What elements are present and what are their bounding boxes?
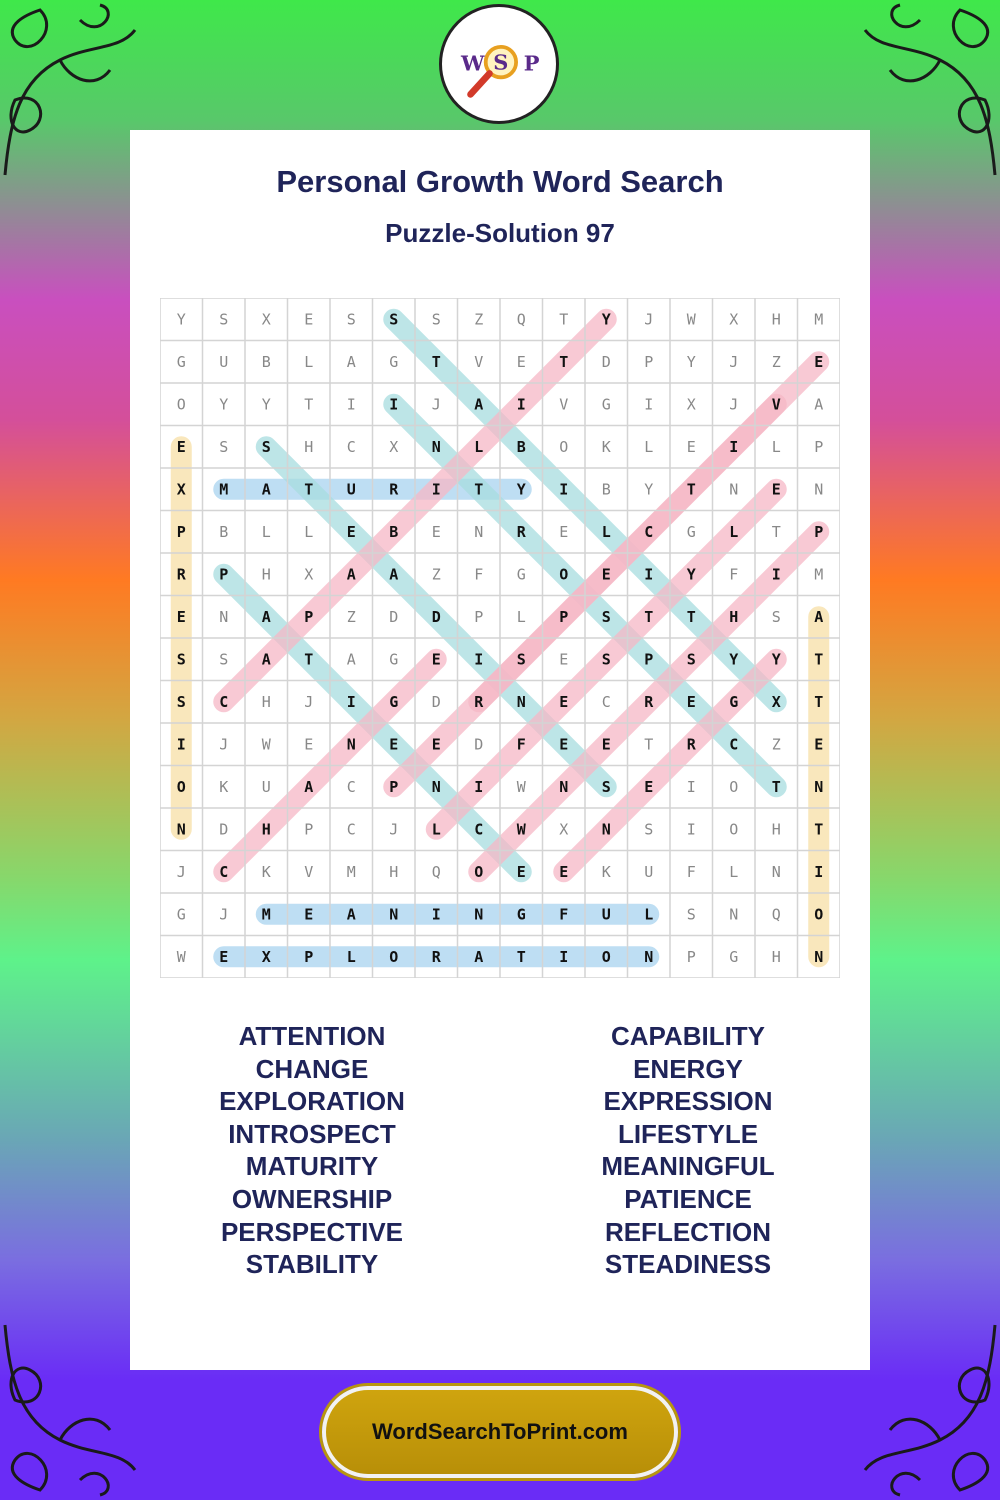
grid-cell-letter[interactable]: E (431, 735, 441, 754)
grid-cell-letter[interactable]: J (644, 310, 654, 329)
grid-cell-letter[interactable]: N (814, 480, 824, 499)
corner-ornament-top-left (0, 0, 140, 180)
grid-cell-letter[interactable]: N (559, 777, 569, 796)
grid-cell-letter[interactable]: D (389, 607, 399, 626)
grid-cell-letter[interactable]: Y (176, 310, 186, 329)
grid-cell-letter[interactable]: Y (771, 650, 781, 669)
grid-cell-letter[interactable]: P (474, 607, 484, 626)
grid-cell-letter[interactable]: N (601, 820, 611, 839)
grid-cell-letter[interactable]: Q (431, 862, 441, 881)
grid-cell-letter[interactable]: T (516, 947, 526, 966)
logo-letter-s: S (493, 49, 509, 75)
grid-cell-letter[interactable]: Z (346, 607, 356, 626)
grid-cell-letter[interactable]: G (601, 395, 611, 414)
grid-cell-letter[interactable]: X (304, 565, 314, 584)
grid-cell-letter[interactable]: S (346, 310, 356, 329)
grid-cell-letter[interactable]: N (729, 905, 739, 924)
grid-cell-letter[interactable]: R (686, 735, 696, 754)
word-list-item: CAPABILITY (610, 1021, 766, 1051)
grid-cell-letter[interactable]: W (261, 735, 271, 754)
grid-cell-letter[interactable]: I (559, 480, 569, 499)
grid-cell-letter[interactable]: P (304, 947, 314, 966)
grid-cell-letter[interactable]: C (644, 522, 654, 541)
grid-cell-letter[interactable]: F (686, 862, 696, 881)
grid-cell-letter[interactable]: E (389, 735, 399, 754)
grid-cell-letter[interactable]: F (516, 735, 526, 754)
grid-cell-letter[interactable]: G (389, 650, 399, 669)
grid-cell-letter[interactable]: P (644, 650, 654, 669)
grid-cell-letter[interactable]: N (729, 480, 739, 499)
grid-cell-letter[interactable]: P (389, 777, 399, 796)
grid-cell-letter[interactable]: P (176, 522, 186, 541)
grid-cell-letter[interactable]: E (431, 522, 441, 541)
grid-cell-letter[interactable]: J (729, 395, 739, 414)
grid-cell-letter[interactable]: N (431, 777, 441, 796)
grid-cell-letter[interactable]: A (346, 352, 356, 371)
grid-cell-letter[interactable]: K (219, 777, 229, 796)
grid-cell-letter[interactable]: S (219, 650, 229, 669)
grid-cell-letter[interactable]: A (261, 480, 271, 499)
grid-cell-letter[interactable]: X (771, 692, 781, 711)
grid-cell-letter[interactable]: T (644, 735, 654, 754)
grid-cell-letter[interactable]: E (686, 437, 696, 456)
grid-cell-letter[interactable]: H (771, 947, 781, 966)
grid-cell-letter[interactable]: X (261, 947, 271, 966)
grid-cell-letter[interactable]: E (559, 692, 569, 711)
grid-cell-letter[interactable]: T (771, 777, 781, 796)
grid-cell-letter[interactable]: G (389, 352, 399, 371)
grid-cell-letter[interactable]: C (601, 692, 611, 711)
grid-cell-letter[interactable]: S (601, 607, 611, 626)
word-list-item: LIFESTYLE (617, 1118, 759, 1149)
grid-cell-letter[interactable]: P (814, 437, 824, 456)
grid-cell-letter[interactable]: Z (771, 352, 781, 371)
grid-cell-letter[interactable]: V (559, 395, 569, 414)
grid-cell-letter[interactable]: N (644, 947, 654, 966)
grid-cell-letter[interactable]: I (516, 395, 526, 414)
grid-cell-letter[interactable]: F (729, 565, 739, 584)
grid-cell-letter[interactable]: G (516, 565, 526, 584)
grid-cell-letter[interactable]: O (474, 862, 484, 881)
grid-cell-letter[interactable]: I (814, 862, 824, 881)
grid-cell-letter[interactable]: L (474, 437, 484, 456)
grid-cell-letter[interactable]: G (729, 947, 739, 966)
word-list-item: ATTENTION (238, 1021, 386, 1051)
grid-cell-letter[interactable]: E (814, 352, 824, 371)
grid-cell-letter[interactable]: E (601, 735, 611, 754)
grid-cell-letter[interactable]: Y (686, 352, 696, 371)
grid-cell-letter[interactable]: N (516, 692, 526, 711)
grid-cell-letter[interactable]: D (219, 820, 229, 839)
grid-cell-letter[interactable]: A (474, 395, 484, 414)
grid-cell-letter[interactable]: R (644, 692, 654, 711)
grid-cell-letter[interactable]: A (346, 905, 356, 924)
grid-cell-letter[interactable]: T (644, 607, 654, 626)
grid-cell-letter[interactable]: L (601, 522, 611, 541)
grid-cell-letter[interactable]: S (389, 310, 399, 329)
grid-cell-letter[interactable]: H (729, 607, 739, 626)
word-list-item: EXPRESSION (603, 1086, 773, 1117)
grid-cell-letter[interactable]: A (814, 607, 824, 626)
grid-cell-letter[interactable]: S (516, 650, 526, 669)
grid-cell-letter[interactable]: S (686, 650, 696, 669)
corner-ornament-bottom-right (860, 1320, 1000, 1500)
grid-cell-letter[interactable]: T (771, 522, 781, 541)
grid-cell-letter[interactable]: T (559, 310, 569, 329)
grid-cell-letter[interactable]: W (516, 777, 526, 796)
grid-cell-letter[interactable]: J (219, 735, 229, 754)
grid-cell-letter[interactable]: P (559, 607, 569, 626)
grid-cell-letter[interactable]: U (601, 905, 611, 924)
grid-cell-letter[interactable]: N (474, 905, 484, 924)
grid-cell-letter[interactable]: A (389, 565, 399, 584)
logo-letter-p: P (523, 50, 540, 76)
grid-cell-letter[interactable]: E (771, 480, 781, 499)
site-link-button[interactable]: WordSearchToPrint.com (322, 1386, 678, 1478)
grid-cell-letter[interactable]: S (601, 650, 611, 669)
grid-cell-letter[interactable]: F (559, 905, 569, 924)
grid-cell-letter[interactable]: B (601, 480, 611, 499)
grid-cell-letter[interactable]: N (346, 735, 356, 754)
grid-cell-letter[interactable]: H (304, 437, 314, 456)
grid-cell-letter[interactable]: X (729, 310, 739, 329)
grid-cell-letter[interactable]: U (219, 352, 229, 371)
grid-cell-letter[interactable]: Y (644, 480, 654, 499)
grid-cell-letter[interactable]: O (601, 947, 611, 966)
page-title: Personal Growth Word Search (276, 164, 724, 199)
grid-cell-letter[interactable]: O (559, 437, 569, 456)
word-list-item: CHANGE (255, 1053, 369, 1084)
word-list-item: INTROSPECT (228, 1118, 396, 1149)
grid-cell-letter[interactable]: Y (516, 480, 526, 499)
grid-cell-letter[interactable]: L (644, 905, 654, 924)
grid-cell-letter[interactable]: I (431, 905, 441, 924)
grid-cell-letter[interactable]: C (474, 820, 484, 839)
grid-cell-letter[interactable]: T (686, 607, 696, 626)
grid-cell-letter[interactable]: X (389, 437, 399, 456)
grid-cell-letter[interactable]: K (601, 437, 611, 456)
grid-cell-letter[interactable]: V (474, 352, 484, 371)
grid-cell-letter[interactable]: G (176, 352, 186, 371)
grid-cell-letter[interactable]: G (686, 522, 696, 541)
word-list-item: ENERGY (633, 1053, 743, 1084)
grid-cell-letter[interactable]: K (261, 862, 271, 881)
word-list-right (538, 1020, 838, 1281)
grid-cell-letter[interactable]: I (771, 565, 781, 584)
grid-cell-letter[interactable]: C (729, 735, 739, 754)
grid-cell-letter[interactable]: X (686, 395, 696, 414)
grid-cell-letter[interactable]: E (559, 650, 569, 669)
grid-cell-letter[interactable]: E (219, 947, 229, 966)
grid-cell-letter[interactable]: C (219, 692, 229, 711)
grid-cell-letter[interactable]: R (389, 480, 399, 499)
grid-cell-letter[interactable]: S (686, 905, 696, 924)
grid-cell-letter[interactable]: L (771, 437, 781, 456)
grid-cell-letter[interactable]: O (729, 777, 739, 796)
grid-cell-letter[interactable]: D (431, 692, 441, 711)
grid-cell-letter[interactable]: K (601, 862, 611, 881)
grid-cell-letter[interactable]: A (261, 607, 271, 626)
grid-cell-letter[interactable]: E (559, 862, 569, 881)
grid-cell-letter[interactable]: C (219, 862, 229, 881)
wsp-logo[interactable] (439, 4, 559, 124)
grid-cell-letter[interactable]: E (559, 735, 569, 754)
grid-cell-letter[interactable]: B (389, 522, 399, 541)
grid-cell-letter[interactable]: D (431, 607, 441, 626)
grid-cell-letter[interactable]: A (346, 565, 356, 584)
grid-cell-letter[interactable]: X (559, 820, 569, 839)
grid-cell-letter[interactable]: L (431, 820, 441, 839)
grid-cell-letter[interactable]: G (389, 692, 399, 711)
grid-cell-letter[interactable]: Z (431, 565, 441, 584)
grid-cell-letter[interactable]: I (644, 395, 654, 414)
grid-cell-letter[interactable]: W (516, 820, 526, 839)
grid-cell-letter[interactable]: I (559, 947, 569, 966)
grid-cell-letter[interactable]: O (176, 395, 186, 414)
grid-cell-letter[interactable]: I (176, 735, 186, 754)
grid-cell-letter[interactable]: T (686, 480, 696, 499)
grid-cell-letter[interactable]: Z (771, 735, 781, 754)
grid-cell-letter[interactable]: B (261, 352, 271, 371)
word-list-item: MATURITY (245, 1151, 379, 1182)
grid-cell-letter[interactable]: T (814, 820, 824, 839)
grid-cell-letter[interactable]: S (431, 310, 441, 329)
grid-cell-letter[interactable]: E (601, 565, 611, 584)
grid-cell-letter[interactable]: B (219, 522, 229, 541)
grid-cell-letter[interactable]: C (346, 437, 356, 456)
grid-cell-letter[interactable]: Y (261, 395, 271, 414)
grid-cell-letter[interactable]: H (771, 820, 781, 839)
grid-cell-letter[interactable]: H (771, 310, 781, 329)
grid-cell-letter[interactable]: Q (516, 310, 526, 329)
word-list-item: OWNERSHIP (231, 1183, 393, 1214)
grid-cell-letter[interactable]: R (516, 522, 526, 541)
grid-cell-letter[interactable]: L (644, 437, 654, 456)
grid-cell-letter[interactable]: T (304, 480, 314, 499)
grid-cell-letter[interactable]: V (771, 395, 781, 414)
grid-cell-letter[interactable]: E (814, 735, 824, 754)
grid-cell-letter[interactable]: N (474, 522, 484, 541)
grid-cell-letter[interactable]: I (389, 395, 399, 414)
grid-cell-letter[interactable]: V (304, 862, 314, 881)
grid-cell-letter[interactable]: T (814, 650, 824, 669)
grid-cell-letter[interactable]: I (474, 650, 484, 669)
grid-cell-letter[interactable]: P (304, 607, 314, 626)
grid-cell-letter[interactable]: T (474, 480, 484, 499)
grid-cell-letter[interactable]: X (176, 480, 186, 499)
grid-cell-letter[interactable]: N (389, 905, 399, 924)
grid-cell-letter[interactable]: E (516, 862, 526, 881)
grid-cell-letter[interactable]: N (176, 820, 186, 839)
grid-cell-letter[interactable]: N (814, 777, 824, 796)
grid-cell-letter[interactable]: E (559, 522, 569, 541)
grid-cell-letter[interactable]: I (474, 777, 484, 796)
grid-cell-letter[interactable]: S (771, 607, 781, 626)
grid-cell-letter[interactable]: H (261, 565, 271, 584)
grid-cell-letter[interactable]: G (729, 692, 739, 711)
grid-cell-letter[interactable]: T (814, 692, 824, 711)
grid-cell-letter[interactable]: E (686, 692, 696, 711)
grid-cell-letter[interactable]: X (261, 310, 271, 329)
grid-cell-letter[interactable]: C (346, 777, 356, 796)
grid-cell-letter[interactable]: N (771, 862, 781, 881)
grid-cell-letter[interactable]: U (644, 862, 654, 881)
grid-cell-letter[interactable]: L (516, 607, 526, 626)
grid-cell-letter[interactable]: L (304, 522, 314, 541)
grid-cell-letter[interactable]: W (686, 310, 696, 329)
grid-cell-letter[interactable]: T (559, 352, 569, 371)
grid-cell-letter[interactable]: S (219, 310, 229, 329)
grid-cell-letter[interactable]: B (516, 437, 526, 456)
grid-cell-letter[interactable]: J (431, 395, 441, 414)
word-list-item: EXPLORATION (219, 1086, 405, 1117)
grid-cell-letter[interactable]: J (389, 820, 399, 839)
word-list-item: REFLECTION (604, 1216, 772, 1247)
grid-cell-letter[interactable]: T (431, 352, 441, 371)
grid-cell-letter[interactable]: A (474, 947, 484, 966)
grid-cell-letter[interactable]: P (686, 947, 696, 966)
grid-cell-letter[interactable]: N (814, 947, 824, 966)
word-list-item: MEANINGFUL (601, 1151, 775, 1182)
grid-cell-letter[interactable]: G (516, 905, 526, 924)
grid-cell-letter[interactable]: C (346, 820, 356, 839)
grid-cell-letter[interactable]: I (686, 820, 696, 839)
grid-cell-letter[interactable]: O (389, 947, 399, 966)
grid-cell-letter[interactable]: P (644, 352, 654, 371)
grid-cell-letter[interactable]: E (346, 522, 356, 541)
grid-cell-letter[interactable]: S (601, 777, 611, 796)
grid-cell-letter[interactable]: F (474, 565, 484, 584)
grid-cell-letter[interactable]: M (219, 480, 229, 499)
grid-cell-letter[interactable]: H (261, 692, 271, 711)
grid-cell-letter[interactable]: O (814, 905, 824, 924)
grid-cell-letter[interactable]: Y (686, 565, 696, 584)
grid-cell-letter[interactable]: H (261, 820, 271, 839)
grid-cell-letter[interactable]: U (261, 777, 271, 796)
grid-cell-letter[interactable]: P (304, 820, 314, 839)
grid-cell-letter[interactable]: D (601, 352, 611, 371)
grid-cell-letter[interactable]: J (304, 692, 314, 711)
grid-cell-letter[interactable]: R (176, 565, 186, 584)
grid-cell-letter[interactable]: N (219, 607, 229, 626)
grid-cell-letter[interactable]: I (729, 437, 739, 456)
grid-cell-letter[interactable]: S (219, 437, 229, 456)
grid-cell-letter[interactable]: M (814, 565, 824, 584)
grid-cell-letter[interactable]: W (176, 947, 186, 966)
grid-cell-letter[interactable]: J (219, 905, 229, 924)
grid-cell-letter[interactable]: Z (474, 310, 484, 329)
grid-cell-letter[interactable]: E (176, 437, 186, 456)
grid-cell-letter[interactable]: O (559, 565, 569, 584)
grid-cell-letter[interactable]: N (431, 437, 441, 456)
grid-cell-letter[interactable]: A (814, 395, 824, 414)
grid-cell-letter[interactable]: M (261, 905, 271, 924)
word-list-item: STEADINESS (604, 1249, 772, 1280)
word-list-item: STABILITY (245, 1249, 379, 1280)
logo-letter-w: W (461, 50, 485, 76)
grid-cell-letter[interactable]: I (346, 395, 356, 414)
grid-cell-letter[interactable]: M (814, 310, 824, 329)
grid-cell-letter[interactable]: P (814, 522, 824, 541)
grid-cell-letter[interactable]: P (219, 565, 229, 584)
grid-cell-letter[interactable]: U (346, 480, 356, 499)
grid-cell-letter[interactable]: A (261, 650, 271, 669)
grid-cell-letter[interactable]: I (431, 480, 441, 499)
grid-cell-letter[interactable]: E (431, 650, 441, 669)
grid-cell-letter[interactable]: A (346, 650, 356, 669)
grid-cell-letter[interactable]: E (176, 607, 186, 626)
grid-cell-letter[interactable]: J (729, 352, 739, 371)
grid-cell-letter[interactable]: E (516, 352, 526, 371)
grid-cell-letter[interactable]: T (304, 650, 314, 669)
grid-cell-letter[interactable]: O (729, 820, 739, 839)
grid-cell-letter[interactable]: L (346, 947, 356, 966)
grid-cell-letter[interactable]: Y (601, 310, 611, 329)
corner-ornament-bottom-left (0, 1320, 140, 1500)
grid-cell-letter[interactable]: I (686, 777, 696, 796)
grid-cell-letter[interactable]: J (176, 862, 186, 881)
grid-cell-letter[interactable]: E (304, 905, 314, 924)
grid-cell-letter[interactable]: S (176, 692, 186, 711)
grid-cell-letter[interactable]: A (304, 777, 314, 796)
grid-cell-letter[interactable]: O (176, 777, 186, 796)
grid-cell-letter[interactable]: R (474, 692, 484, 711)
grid-cell-letter[interactable]: E (304, 735, 314, 754)
grid-cell-letter[interactable]: S (644, 820, 654, 839)
grid-cell-letter[interactable]: L (729, 862, 739, 881)
puzzle-subtitle: Puzzle-Solution 97 (385, 218, 615, 248)
grid-cell-letter[interactable]: I (346, 692, 356, 711)
magnifier-icon (442, 7, 556, 121)
grid-cell-letter[interactable]: Y (729, 650, 739, 669)
grid-cell-letter[interactable]: H (389, 862, 399, 881)
word-list-item: PATIENCE (624, 1183, 752, 1214)
word-search-grid[interactable] (160, 298, 840, 978)
grid-cell-letter[interactable]: I (644, 565, 654, 584)
corner-ornament-top-right (860, 0, 1000, 180)
grid-cell-letter[interactable]: L (729, 522, 739, 541)
grid-cell-letter[interactable]: D (474, 735, 484, 754)
grid-cell-letter[interactable]: M (346, 862, 356, 881)
grid-cell-letter[interactable]: Y (219, 395, 229, 414)
word-list-item: PERSPECTIVE (220, 1216, 404, 1247)
grid-cell-letter[interactable]: R (431, 947, 441, 966)
grid-cell-letter[interactable]: L (304, 352, 314, 371)
grid-cell-letter[interactable]: E (304, 310, 314, 329)
grid-cell-letter[interactable]: S (261, 437, 271, 456)
grid-cell-letter[interactable]: S (176, 650, 186, 669)
grid-cell-letter[interactable]: G (176, 905, 186, 924)
grid-cell-letter[interactable]: Q (771, 905, 781, 924)
grid-cell-letter[interactable]: T (304, 395, 314, 414)
grid-cell-letter[interactable]: L (261, 522, 271, 541)
grid-cell-letter[interactable]: E (644, 777, 654, 796)
word-list-left (162, 1020, 462, 1281)
